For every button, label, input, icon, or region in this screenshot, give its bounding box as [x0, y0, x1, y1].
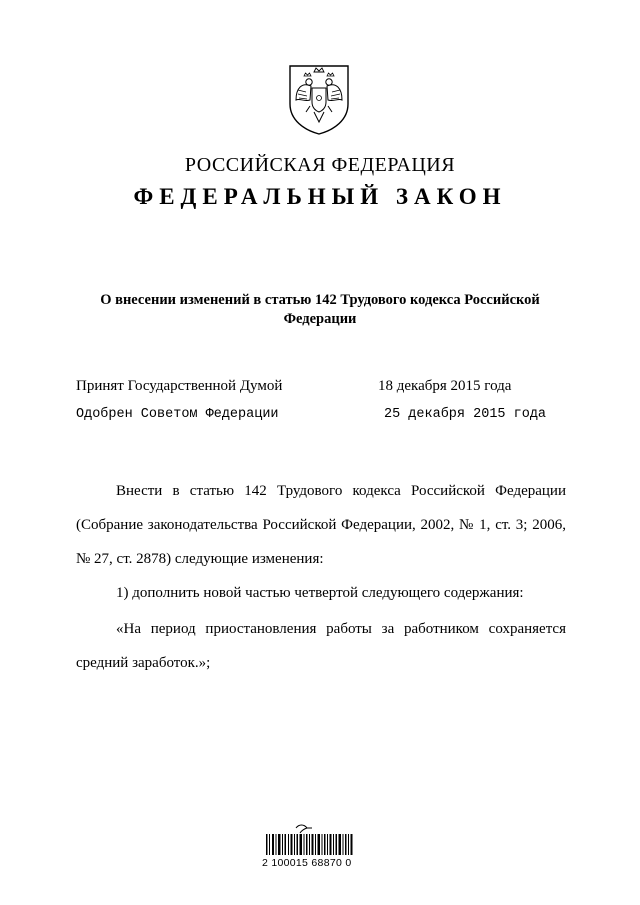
body-quote: «На период приостановления работы за работником сохраняется средний заработок.»; — [76, 621, 566, 671]
body-item-1: 1) дополнить новой частью четвертой следующего содержания: — [116, 585, 524, 601]
coat-of-arms-icon — [284, 60, 354, 136]
law-title: О внесении изменений в статью 142 Трудового кодекса Российской Федерации — [100, 292, 540, 327]
duma-adoption-label: Принят Государственной Думой — [76, 378, 283, 394]
barcode-number: 2 100015 68870 0 — [262, 857, 352, 869]
council-approval-date: 25 декабря 2015 года — [384, 407, 547, 422]
council-approval-label: Одобрен Советом Федерации — [76, 407, 279, 422]
document-type: ФЕДЕРАЛЬНЫЙ ЗАКОН — [133, 184, 507, 209]
country-name: РОССИЙСКАЯ ФЕДЕРАЦИЯ — [184, 154, 456, 176]
body-intro: Внести в статью 142 Трудового кодекса Российской Федерации (Собрание законодательства Российской Федерации, 2002, № 1, ст. 3; 2006, № 27, ст. 2878) следующие изменения: — [76, 483, 566, 567]
duma-adoption-date: 18 декабря 2015 года — [378, 378, 512, 394]
